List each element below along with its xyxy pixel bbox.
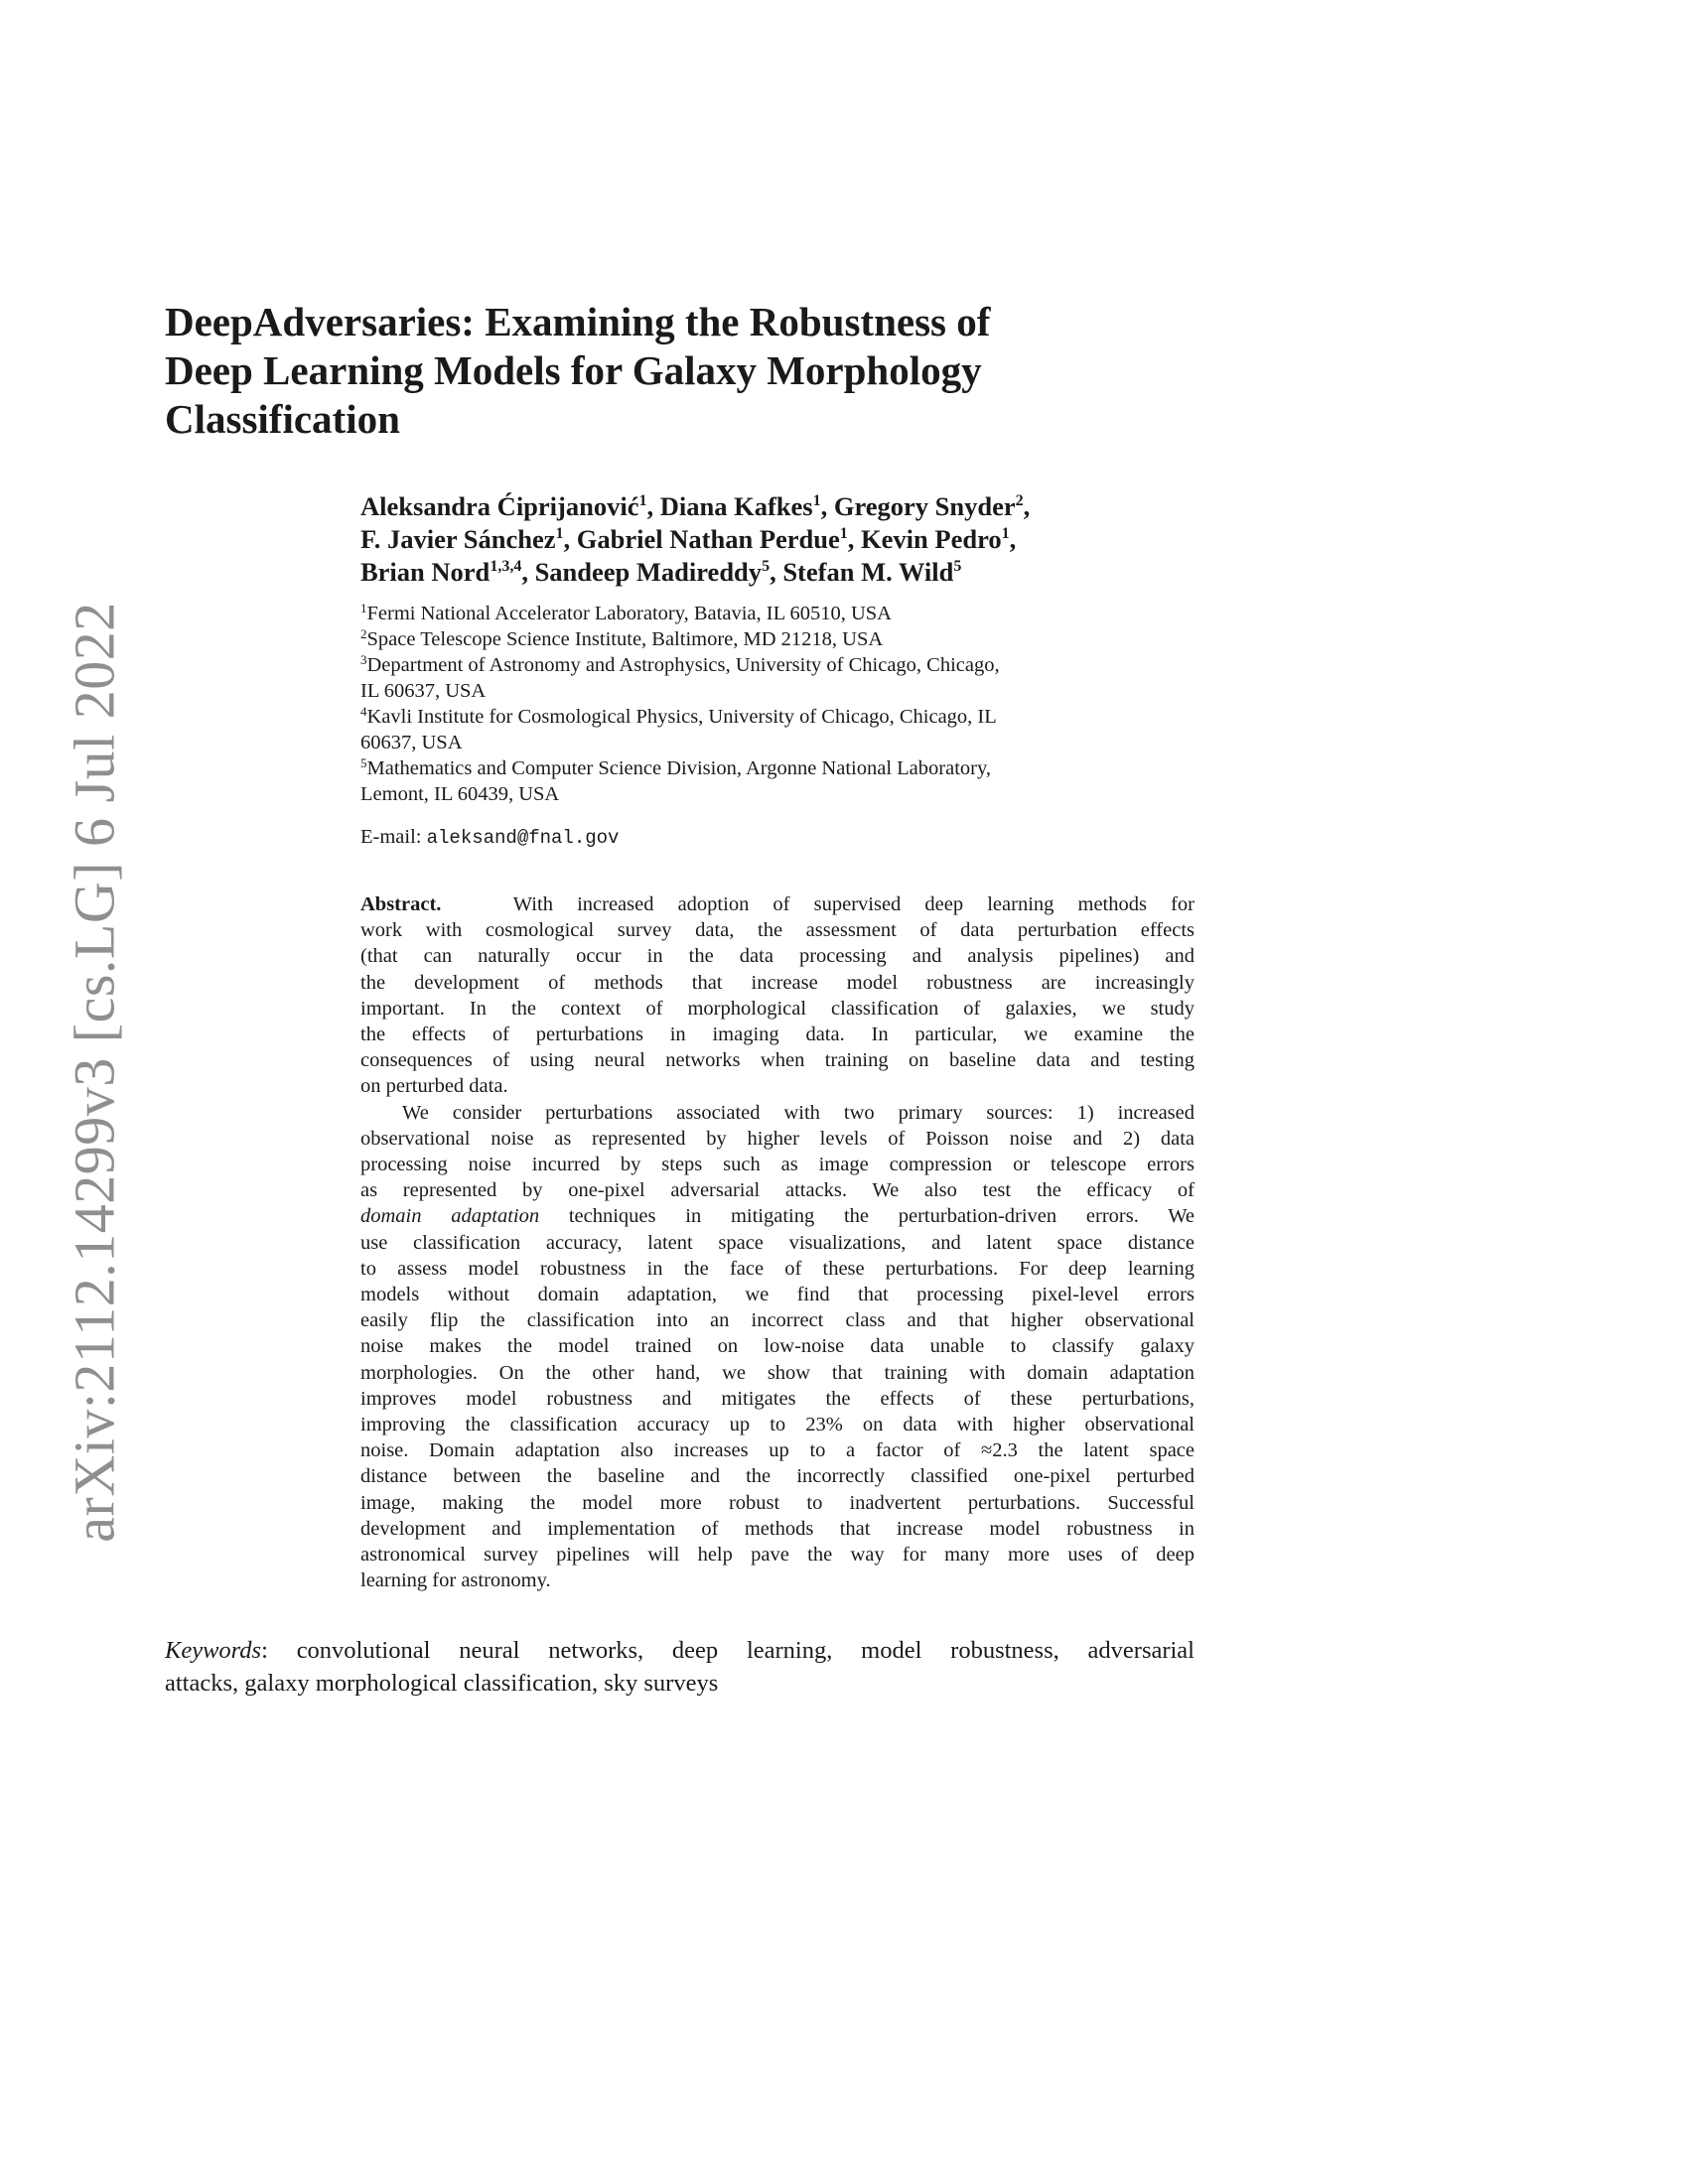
- abstract-line: to assess model robustness in the face of these perturbations. For deep learning: [360, 1257, 1195, 1280]
- abstract-line: improves model robustness and mitigates the effects of these perturbations,: [360, 1387, 1195, 1410]
- author-separator: ,: [563, 524, 577, 554]
- abstract-line: consequences of using neural networks when training on baseline data and testing: [360, 1049, 1195, 1072]
- abstract-line: on perturbed data.: [360, 1075, 508, 1098]
- author-affiliation-marker: 1: [555, 525, 564, 542]
- author-line: [360, 490, 1195, 523]
- author-name: Aleksandra Ćiprijanović: [360, 491, 639, 521]
- author-affiliation-marker: 1: [1001, 525, 1010, 542]
- author-separator: ,: [1023, 491, 1031, 521]
- abstract-line: observational noise as represented by higher levels of Poisson noise and 2) data: [360, 1127, 1195, 1150]
- abstract-line: We consider perturbations associated with two primary sources: 1) increased: [402, 1101, 1195, 1124]
- abstract-text: techniques in mitigating the perturbation-driven errors. We: [568, 1205, 1196, 1228]
- affiliation-item: [360, 652, 1195, 678]
- author-separator: ,: [521, 557, 535, 587]
- email-label: E-mail:: [360, 826, 422, 848]
- abstract-line: important. In the context of morphological classification of galaxies, we study: [360, 997, 1195, 1020]
- author-affiliation-marker: 1: [839, 525, 848, 542]
- abstract-line: the development of methods that increase model robustness are increasingly: [360, 971, 1195, 994]
- keywords-text: : convolutional neural networks, deep learning, model robustness, adversarial: [261, 1637, 1195, 1664]
- title-line: DeepAdversaries: Examining the Robustness of: [165, 299, 991, 344]
- author-affiliation-marker: 2: [1015, 492, 1024, 509]
- abstract-line: development and implementation of methods that increase model robustness in: [360, 1517, 1195, 1540]
- abstract-line: image, making the model more robust to inadvertent perturbations. Successful: [360, 1491, 1195, 1514]
- affiliation-item: [360, 626, 1195, 652]
- author-affiliation-marker: 1: [638, 492, 647, 509]
- author-affiliation-marker: 1,3,4: [490, 558, 522, 575]
- arxiv-identifier: arXiv:2112.14299v3 [cs.LG] 6 Jul 2022: [62, 602, 127, 1543]
- affiliation-list: [360, 601, 1195, 807]
- abstract-emphasis: domain adaptation: [360, 1205, 540, 1228]
- affiliation-continuation: Lemont, IL 60439, USA: [360, 783, 560, 805]
- author-separator: ,: [646, 491, 660, 521]
- abstract-line: (that can naturally occur in the data processing and analysis pipelines) and: [360, 945, 1195, 968]
- title-line: Deep Learning Models for Galaxy Morphology: [165, 347, 982, 393]
- affiliation-continuation: 60637, USA: [360, 732, 463, 753]
- author-separator: ,: [847, 524, 862, 554]
- affiliation-text: Department of Astronomy and Astrophysics, University of Chicago, Chicago,: [366, 654, 1000, 676]
- abstract-line: noise. Domain adaptation also increases up to a factor of ≈2.3 the latent space: [360, 1439, 1195, 1462]
- affiliation-item: [360, 755, 1195, 781]
- keywords: [165, 1634, 1195, 1700]
- author-name: Brian Nord: [360, 557, 491, 587]
- author-affiliation-marker: 5: [762, 558, 771, 575]
- author-name: F. Javier Sánchez: [360, 524, 556, 554]
- abstract-line: the effects of perturbations in imaging data. In particular, we examine the: [360, 1024, 1195, 1046]
- affiliation-item: [360, 601, 1195, 626]
- abstract-line: models without domain adaptation, we find that processing pixel-level errors: [360, 1284, 1195, 1306]
- abstract-line: easily flip the classification into an incorrect class and that higher observational: [360, 1309, 1195, 1332]
- affiliation-number: 5: [360, 755, 367, 770]
- author-line: [360, 556, 1195, 589]
- abstract: [360, 891, 1195, 1593]
- abstract-line: as represented by one-pixel adversarial attacks. We also test the efficacy of: [360, 1179, 1195, 1202]
- abstract-line: learning for astronomy.: [360, 1570, 551, 1592]
- affiliation-text: Kavli Institute for Cosmological Physics, University of Chicago, Chicago, IL: [366, 706, 997, 728]
- abstract-line: [360, 1203, 1195, 1229]
- abstract-line: use classification accuracy, latent space visualizations, and latent space distance: [360, 1231, 1195, 1254]
- author-affiliation-marker: 1: [812, 492, 821, 509]
- author-list: [360, 490, 1195, 589]
- author-name: Sandeep Madireddy: [534, 557, 763, 587]
- abstract-line: processing noise incurred by steps such as image compression or telescope errors: [360, 1154, 1195, 1176]
- abstract-line: improving the classification accuracy up to 23% on data with higher observational: [360, 1414, 1195, 1436]
- email-address[interactable]: aleksand@fnal.gov: [426, 827, 620, 849]
- abstract-text: With increased adoption of supervised deep learning methods for: [512, 893, 1196, 915]
- abstract-line: astronomical survey pipelines will help pave the way for many more uses of deep: [360, 1544, 1195, 1567]
- affiliation-text: Mathematics and Computer Science Division, Argonne National Laboratory,: [366, 757, 992, 779]
- affiliation-continuation: IL 60637, USA: [360, 680, 487, 702]
- paper-title: [165, 298, 1217, 444]
- affiliation-item: [360, 704, 1195, 730]
- abstract-line: work with cosmological survey data, the assessment of data perturbation effects: [360, 919, 1195, 942]
- author-name: Kevin Pedro: [861, 524, 1002, 554]
- author-separator: ,: [1009, 524, 1017, 554]
- keywords-label: Keywords: [165, 1637, 262, 1664]
- author-affiliation-marker: 5: [953, 558, 962, 575]
- abstract-line: distance between the baseline and the incorrectly classified one-pixel perturbed: [360, 1465, 1195, 1488]
- author-separator: ,: [820, 491, 834, 521]
- keywords-line: attacks, galaxy morphological classification, sky surveys: [165, 1670, 719, 1697]
- abstract-heading: Abstract.: [360, 893, 442, 915]
- affiliation-number: 3: [360, 652, 367, 667]
- affiliation-text: Space Telescope Science Institute, Baltimore, MD 21218, USA: [366, 628, 884, 650]
- author-line: [360, 523, 1195, 556]
- author-name: Gregory Snyder: [833, 491, 1016, 521]
- affiliation-number: 4: [360, 704, 367, 719]
- keywords-line: [165, 1634, 1195, 1667]
- author-name: Stefan M. Wild: [782, 557, 954, 587]
- abstract-line: morphologies. On the other hand, we show that training with domain adaptation: [360, 1361, 1195, 1384]
- author-name: Gabriel Nathan Perdue: [576, 524, 840, 554]
- affiliation-number: 2: [360, 626, 367, 641]
- author-name: Diana Kafkes: [659, 491, 813, 521]
- author-separator: ,: [770, 557, 783, 587]
- abstract-line: [360, 891, 1195, 917]
- title-line: Classification: [165, 396, 400, 442]
- affiliation-text: Fermi National Accelerator Laboratory, Batavia, IL 60510, USA: [366, 603, 892, 624]
- contact-email: [360, 824, 1195, 851]
- affiliation-number: 1: [360, 601, 367, 615]
- abstract-line: noise makes the model trained on low-noise data unable to classify galaxy: [360, 1335, 1195, 1358]
